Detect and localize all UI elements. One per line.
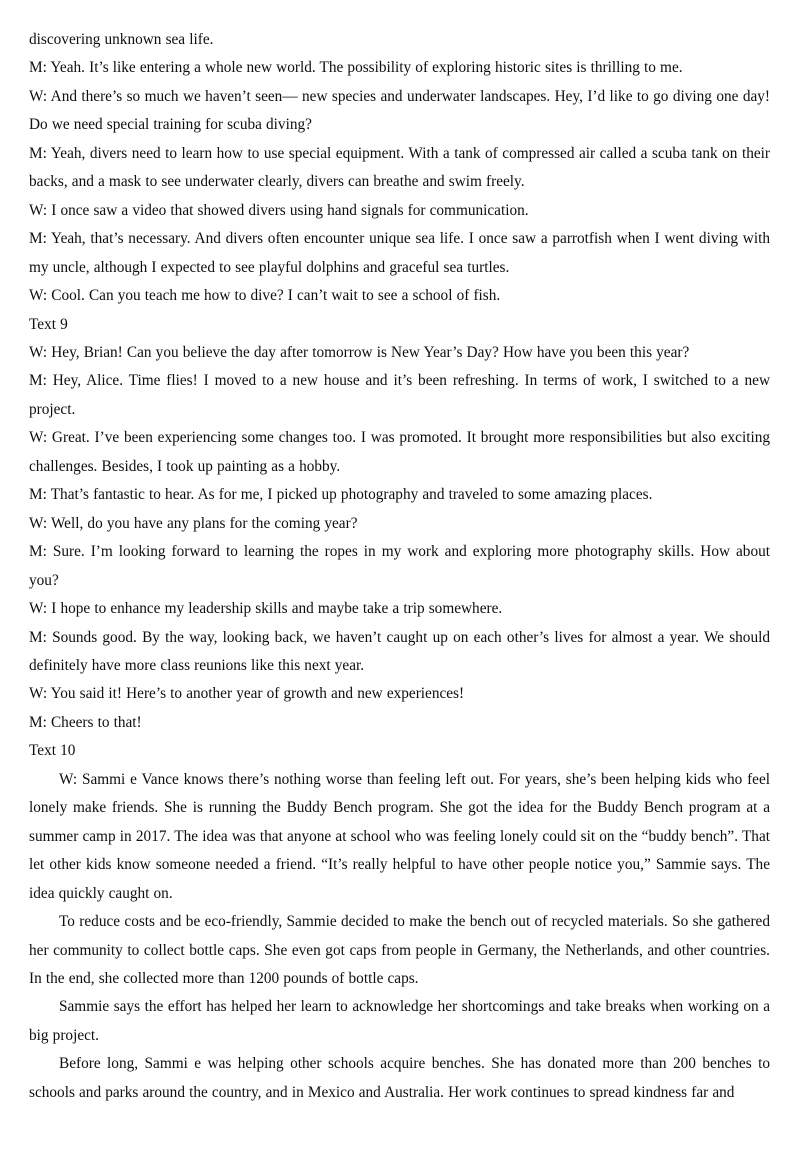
dialogue-line-w: W: And there’s so much we haven’t seen— new species and underwater landscapes. Hey, I’d like to go diving one day! Do we need special training for scuba diving? [29,87,770,134]
transcript-text-body [29,26,770,1107]
dialogue-line-w: W: Cool. Can you teach me how to dive? I can’t wait to see a school of fish. [29,287,501,305]
paragraph-continuation: discovering unknown sea life. [29,31,214,48]
dialogue-line-w: W: I once saw a video that showed divers using hand signals for communication. [29,201,529,219]
dialogue-line-w: W: Hey, Brian! Can you believe the day after tomorrow is New Year’s Day? How have you been this year? [29,343,690,361]
dialogue-line-m: M: Yeah, divers need to learn how to use special equipment. With a tank of compressed air called a scuba tank on their backs, and a mask to see underwater clearly, divers can breathe and swim freely. [29,144,770,191]
dialogue-line-w: W: Well, do you have any plans for the coming year? [29,514,358,532]
dialogue-line-w: W: Great. I’ve been experiencing some changes too. I was promoted. It brought more responsibilities but also exciting challenges. Besides, I took up painting as a hobby. [29,429,770,475]
section-heading-text-10: Text 10 [29,742,76,760]
dialogue-line-m: M: Yeah. It’s like entering a whole new world. The possibility of exploring historic sites is thrilling to me. [29,59,683,77]
dialogue-line-m: M: That’s fantastic to hear. As for me, I picked up photography and traveled to some amazing places. [29,486,653,504]
monologue-paragraph: To reduce costs and be eco-friendly, Sammie decided to make the bench out of recycled materials. So she gathered her community to collect bottle caps. She even got caps from people in Germany, the Netherlands, and other countries. In the end, she collected more than 1200 pounds of bottle caps. [29,913,770,987]
monologue-paragraph: Before long, Sammi e was helping other schools acquire benches. She has donated more than 200 benches to schools and parks around the country, and in Mexico and Australia. Her work continues to spread kindness far and [29,1055,770,1101]
monologue-paragraph: W: Sammi e Vance knows there’s nothing worse than feeling left out. For years, she’s been helping kids who feel lonely make friends. She is running the Buddy Bench program. She got the idea for the Buddy Bench program at a summer camp in 2017. The idea was that anyone at school who was feeling lonely could sit on the “buddy bench”. That let other kids know someone needed a friend. “It’s really helpful to have other people notice you,” Sammie says. The idea quickly caught on. [29,770,770,902]
dialogue-line-m: M: Sure. I’m looking forward to learning the ropes in my work and exploring more photography skills. How about you? [29,543,770,589]
dialogue-line-w: W: I hope to enhance my leadership skills and maybe take a trip somewhere. [29,600,503,618]
monologue-paragraph: Sammie says the effort has helped her learn to acknowledge her shortcomings and take breaks when working on a big project. [29,998,770,1044]
dialogue-line-m: M: Cheers to that! [29,713,142,731]
section-heading-text-9: Text 9 [29,315,68,333]
dialogue-line-m: M: Hey, Alice. Time flies! I moved to a new house and it’s been refreshing. In terms of work, I switched to a new project. [29,372,770,418]
dialogue-line-w: W: You said it! Here’s to another year of growth and new experiences! [29,685,465,703]
dialogue-line-m: M: Yeah, that’s necessary. And divers often encounter unique sea life. I once saw a parrotfish when I went diving with my uncle, although I expected to see playful dolphins and graceful sea turtles. [29,230,770,276]
dialogue-line-m: M: Sounds good. By the way, looking back, we haven’t caught up on each other’s lives for almost a year. We should definitely have more class reunions like this next year. [29,628,770,674]
